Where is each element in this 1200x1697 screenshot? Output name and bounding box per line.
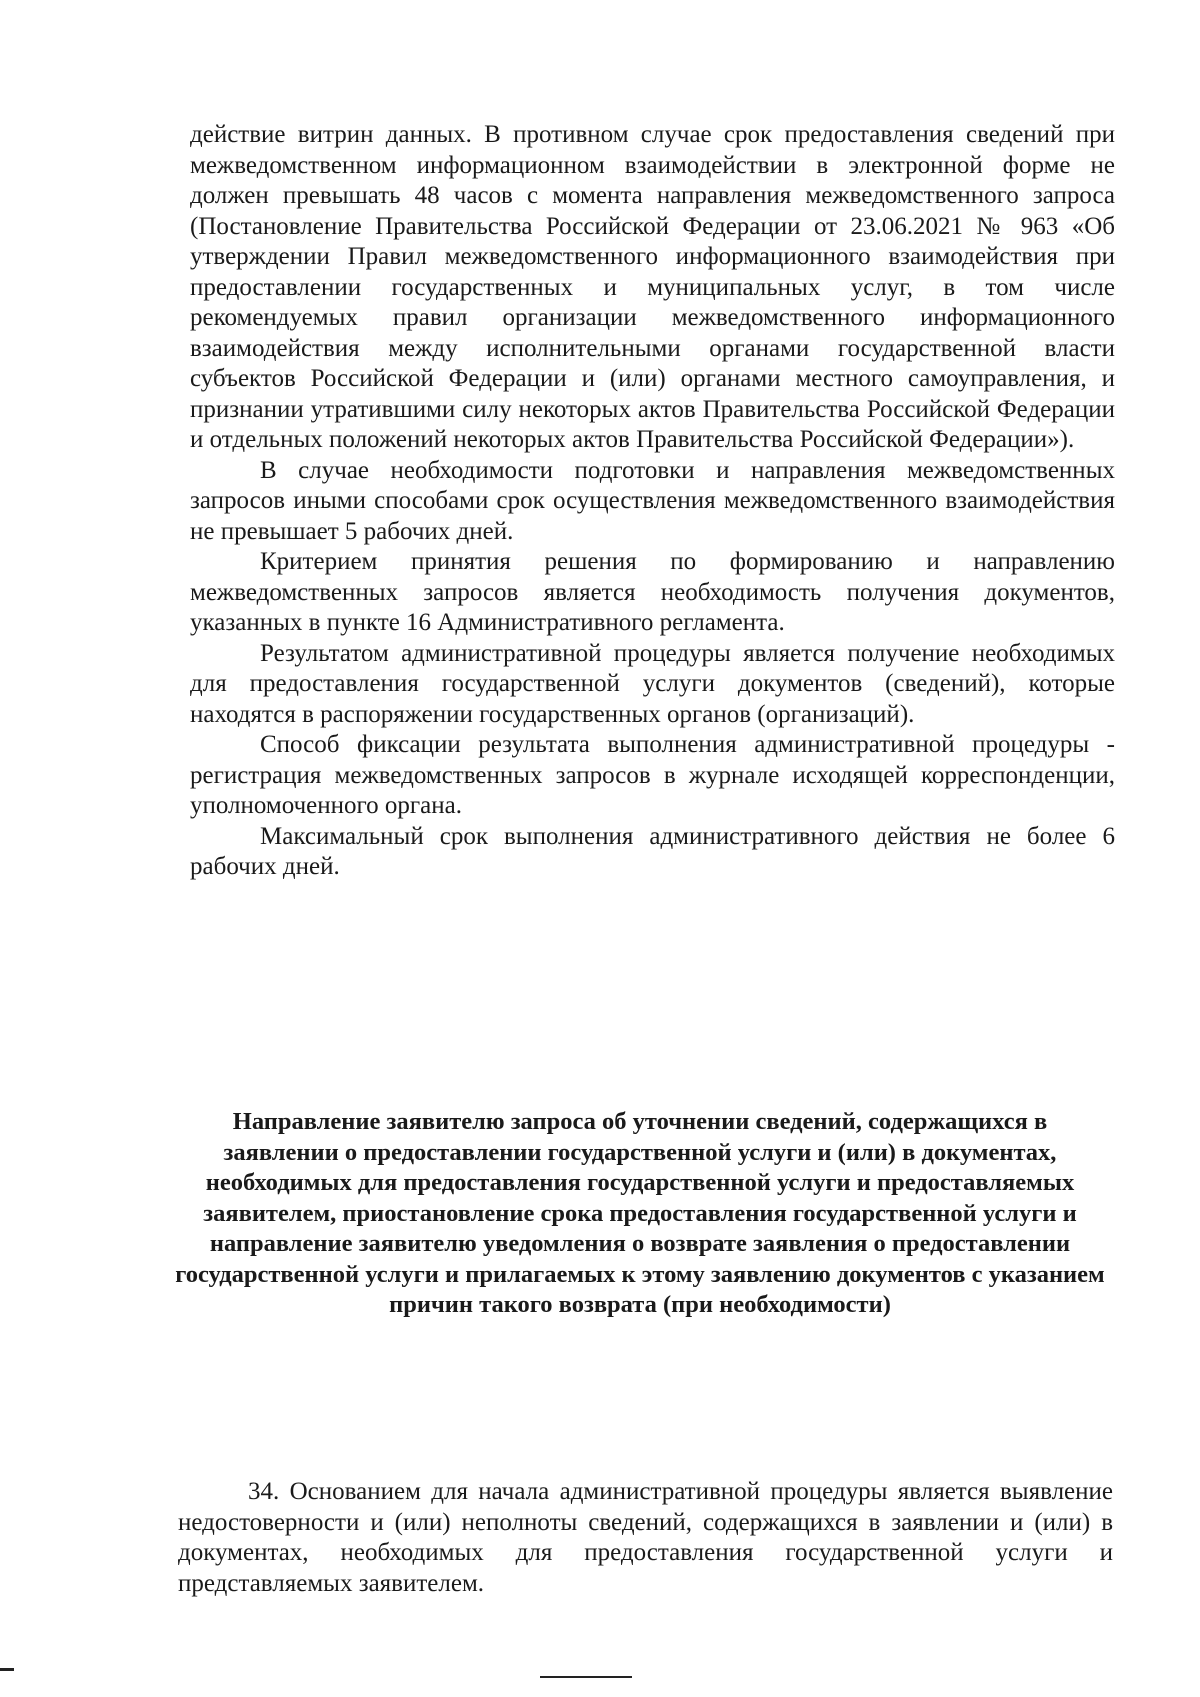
paragraph-continuation: действие витрин данных. В противном случае срок предоставления сведений при межведомственном информационном взаимодействии в электронной форме не должен превышать 48 часов с момента направления межведомственного запроса (Постановление Правительства Российской Федерации от 23.06.2021 № 963 «Об утверждении Правил межведомственного информационного взаимодействия при предоставлении государственных и муниципальных услуг, в том числе рекомендуемых правил организации межведомственного информационного взаимодействия между исполнительными органами государственной власти субъектов Российской Федерации и (или) органами местного самоуправления, и признании утратившими силу некоторых актов Правительства Российской Федерации и отдельных положений некоторых актов Правительства Российской Федерации»). bbox=[190, 121, 1115, 453]
bottom-rule bbox=[540, 1676, 632, 1678]
paragraph-other-methods: В случае необходимости подготовки и направления межведомственных запросов иными способами срок осуществления межведомственного взаимодействия не превышает 5 рабочих дней. bbox=[190, 456, 1115, 545]
section-heading: Направление заявителю запроса об уточнении сведений, содержащихся в заявлении о предоставлении государственной услуги и (или) в документах, необходимых для предоставления государственной услуги и предоставляемых заявителем, приостановление срока предоставления государственной услуги и направление заявителю уведомления о возврате заявления о предоставлении государственной услуги и прилагаемых к этому заявлению документов с указанием причин такого возврата (при необходимости) bbox=[175, 1108, 1105, 1318]
paragraph-result: Результатом административной процедуры является получение необходимых для предоставления государственной услуги документов (сведений), которые находятся в распоряжении государственных органов (организаций). bbox=[190, 639, 1115, 728]
paragraph-item-34: 34. Основанием для начала административной процедуры является выявление недостоверности и (или) неполноты сведений, содержащихся в заявлении и (или) в документах, необходимых для предоставления государственной услуги и представляемых заявителем. bbox=[178, 1478, 1113, 1597]
paragraph-criterion: Критерием принятия решения по формированию и направлению межведомственных запросов является необходимость получения документов, указанных в пункте 16 Административного регламента. bbox=[190, 548, 1115, 636]
paragraph-max-term: Максимальный срок выполнения административного действия не более 6 рабочих дней. bbox=[190, 822, 1115, 880]
body-text-bottom bbox=[178, 1477, 1113, 1599]
margin-mark bbox=[0, 1668, 14, 1671]
paragraph-fixation-method: Способ фиксации результата выполнения административной процедуры - регистрация межведомственных запросов в журнале исходящей корреспонденции, уполномоченного органа. bbox=[190, 731, 1115, 819]
body-text-top bbox=[190, 120, 1115, 883]
